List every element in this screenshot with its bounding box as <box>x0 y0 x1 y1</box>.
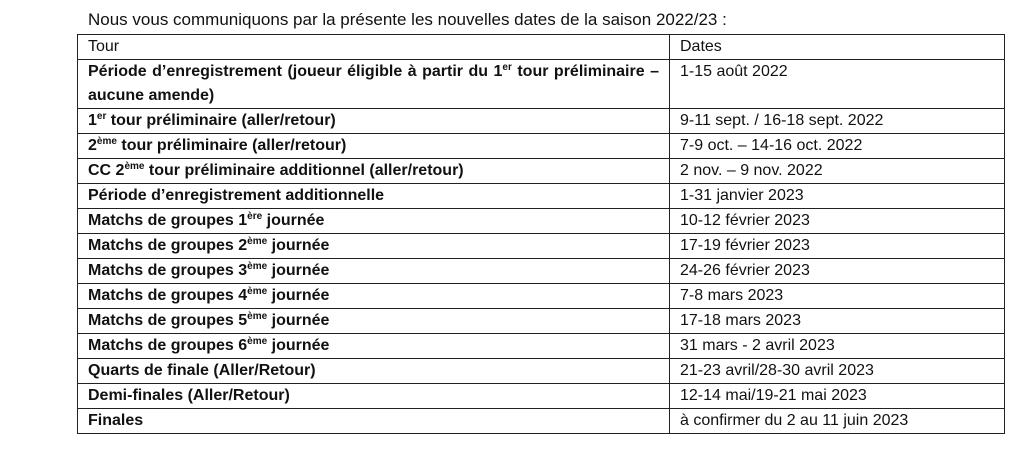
round-text: Quarts de finale (Aller/Retour) <box>88 362 316 379</box>
ordinal-suffix: ère <box>247 211 263 222</box>
dates-cell: à confirmer du 2 au 11 juin 2023 <box>670 409 1005 434</box>
round-text: Matchs de groupes 6 <box>88 337 248 354</box>
table-row <box>78 409 1005 434</box>
table-row <box>78 134 1005 159</box>
intro-text: Nous vous communiquons par la présente les nouvelles dates de la saison 2022/23 : <box>88 10 727 29</box>
table-row <box>78 359 1005 384</box>
round-cell <box>78 284 670 309</box>
table-row <box>78 60 1005 109</box>
dates-cell: 31 mars - 2 avril 2023 <box>670 334 1005 359</box>
round-cell <box>78 334 670 359</box>
dates-cell: 7-9 oct. – 14-16 oct. 2022 <box>670 134 1005 159</box>
table-row <box>78 309 1005 334</box>
round-text: 2 <box>88 137 97 154</box>
header-tour: Tour <box>78 35 670 60</box>
table-row <box>78 184 1005 209</box>
dates-cell: 21-23 avril/28-30 avril 2023 <box>670 359 1005 384</box>
dates-cell: 12-14 mai/19-21 mai 2023 <box>670 384 1005 409</box>
round-text-rest: journée <box>262 212 325 229</box>
round-text: 1 <box>88 112 97 129</box>
round-text-rest: tour préliminaire additionnel (aller/retour) <box>144 162 464 179</box>
dates-cell: 2 nov. – 9 nov. 2022 <box>670 159 1005 184</box>
round-text-rest: journée <box>267 237 330 254</box>
ordinal-suffix: ème <box>247 286 268 297</box>
round-text-rest: journée <box>267 287 330 304</box>
ordinal-suffix: ème <box>96 136 117 147</box>
round-text: Matchs de groupes 5 <box>88 312 248 329</box>
header-dates: Dates <box>670 35 1005 60</box>
round-cell <box>78 184 670 209</box>
round-text-rest: tour préliminaire – aucune amende) <box>88 63 660 104</box>
round-text: Matchs de groupes 2 <box>88 237 248 254</box>
round-cell <box>78 409 670 434</box>
table-row <box>78 159 1005 184</box>
round-text-rest: journée <box>267 262 330 279</box>
ordinal-suffix: er <box>96 111 107 122</box>
round-cell <box>78 109 670 134</box>
dates-cell: 17-19 février 2023 <box>670 234 1005 259</box>
round-cell <box>78 134 670 159</box>
round-text: Demi-finales (Aller/Retour) <box>88 387 290 404</box>
table-row <box>78 234 1005 259</box>
round-cell <box>78 60 670 109</box>
round-text: Période d’enregistrement (joueur éligible à partir du 1 <box>88 63 503 80</box>
round-cell <box>78 309 670 334</box>
dates-cell: 7-8 mars 2023 <box>670 284 1005 309</box>
round-text: Finales <box>88 412 144 429</box>
dates-cell: 1-31 janvier 2023 <box>670 184 1005 209</box>
ordinal-suffix: ème <box>247 236 268 247</box>
round-cell <box>78 384 670 409</box>
dates-cell: 24-26 février 2023 <box>670 259 1005 284</box>
schedule-table <box>77 34 1005 434</box>
dates-cell: 1-15 août 2022 <box>670 60 1005 109</box>
round-cell <box>78 359 670 384</box>
table-row <box>78 209 1005 234</box>
round-cell <box>78 159 670 184</box>
ordinal-suffix: ème <box>124 161 145 172</box>
round-cell <box>78 209 670 234</box>
dates-cell: 10-12 février 2023 <box>670 209 1005 234</box>
round-text: Matchs de groupes 3 <box>88 262 248 279</box>
table-row <box>78 384 1005 409</box>
round-text-rest: tour préliminaire (aller/retour) <box>116 137 347 154</box>
round-cell <box>78 259 670 284</box>
round-text-rest: tour préliminaire (aller/retour) <box>106 112 336 129</box>
table-row <box>78 109 1005 134</box>
table-row <box>78 334 1005 359</box>
round-text: Période d’enregistrement additionnelle <box>88 187 385 204</box>
round-text: Matchs de groupes 4 <box>88 287 248 304</box>
ordinal-suffix: er <box>502 62 512 73</box>
table-header-row <box>78 35 1005 60</box>
table-row <box>78 259 1005 284</box>
ordinal-suffix: ème <box>247 311 268 322</box>
ordinal-suffix: ème <box>247 261 268 272</box>
ordinal-suffix: ème <box>247 336 268 347</box>
table-row <box>78 284 1005 309</box>
dates-cell: 17-18 mars 2023 <box>670 309 1005 334</box>
round-text-rest: journée <box>267 312 330 329</box>
round-text-rest: journée <box>267 337 330 354</box>
round-text: Matchs de groupes 1 <box>88 212 248 229</box>
dates-cell: 9-11 sept. / 16-18 sept. 2022 <box>670 109 1005 134</box>
round-text: CC 2 <box>88 162 125 179</box>
round-cell <box>78 234 670 259</box>
